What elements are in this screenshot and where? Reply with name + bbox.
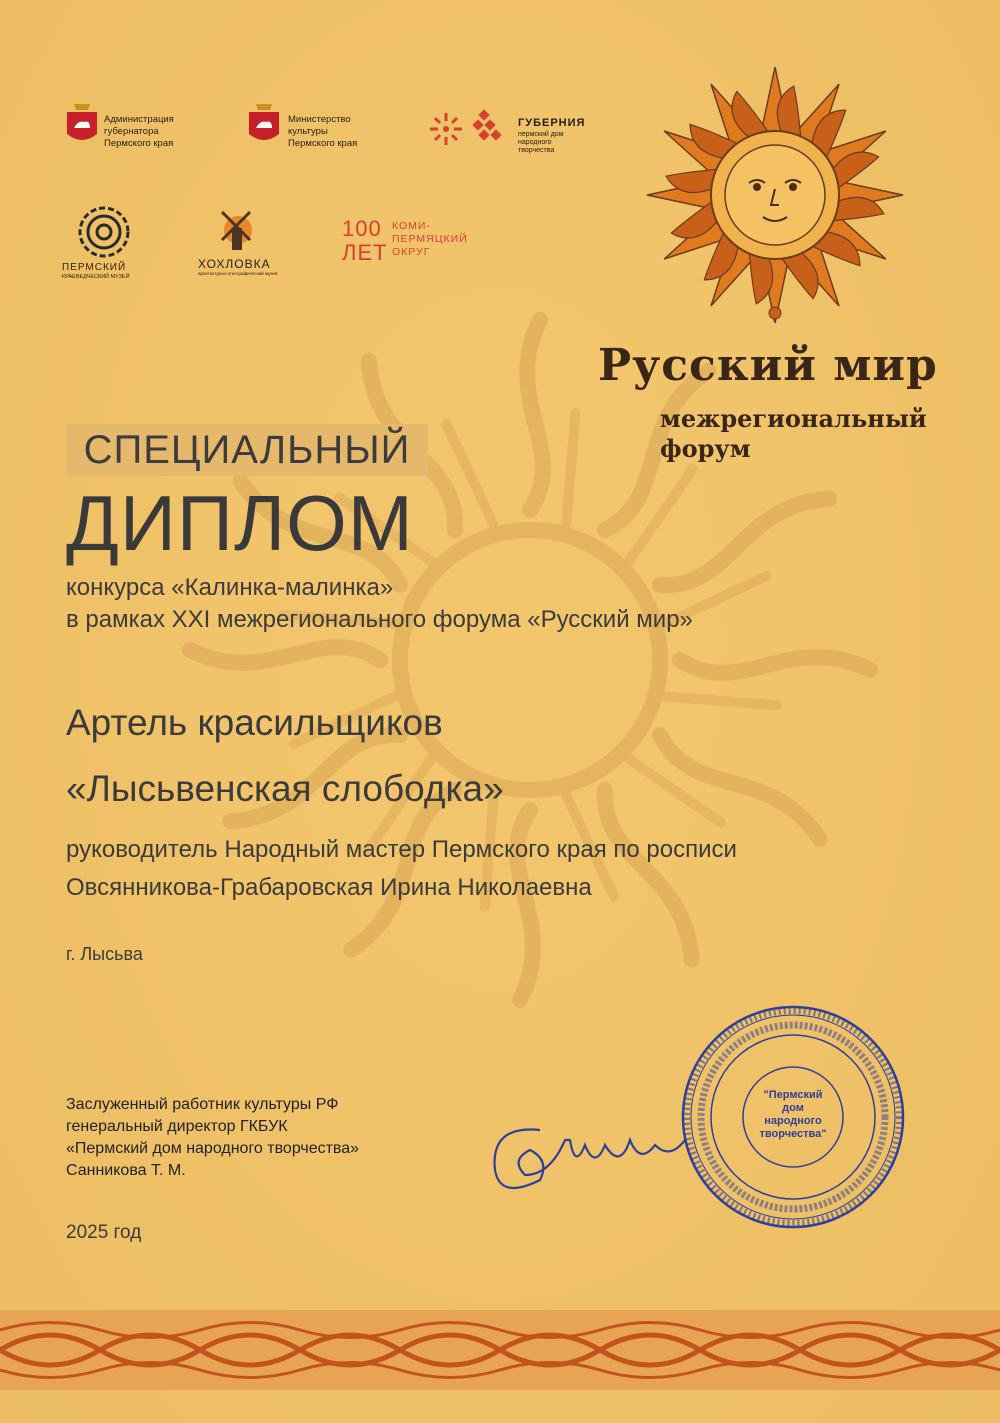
perm-crest-icon	[246, 100, 282, 148]
khokhlovka-sub: архитектурно-этнографический музей	[198, 271, 278, 276]
sun-face-icon	[640, 60, 910, 330]
komi-let: ЛЕТ	[342, 240, 388, 265]
contest-line: конкурса «Калинка-малинка»	[66, 574, 394, 601]
signature-icon	[470, 1100, 710, 1210]
admin-logo-text: Администрация губернатора Пермского края	[104, 114, 174, 149]
signatory-line-3: «Пермский дом народного творчества»	[66, 1140, 360, 1157]
recipient-role: руководитель Народный мастер Пермского края по росписи	[66, 836, 737, 863]
ministry-logo-text: Министерство культуры Пермского края	[288, 114, 358, 149]
perm-crest-icon	[64, 100, 100, 148]
recipient-line-2: «Лысьвенская слободка»	[66, 768, 504, 809]
guberniya-name: ГУБЕРНИЯ	[518, 117, 586, 129]
diploma-title: ДИПЛОМ	[66, 479, 414, 567]
official-stamp-icon	[678, 1002, 908, 1232]
museum-logo-icon	[76, 204, 132, 260]
forum-subtitle-1: межрегиональный	[660, 404, 927, 433]
signatory-name: Санникова Т. М.	[66, 1162, 186, 1179]
recipient-line-1: Артель красильщиков	[66, 702, 443, 743]
guberniya-sub: пермский дом народного творчества	[518, 131, 564, 154]
background-sun-icon	[150, 280, 910, 1040]
museum-sub: КРАЕВЕДЧЕСКИЙ МУЗЕЙ	[62, 274, 130, 280]
forum-subtitle-2: форум	[660, 434, 751, 463]
windmill-icon	[216, 204, 256, 254]
komi-text: КОМИ- ПЕРМЯЦКИЙ ОКРУГ	[392, 220, 468, 258]
diploma-title-special: СПЕЦИАЛЬНЫЙ	[66, 424, 428, 476]
recipient-person: Овсянникова-Грабаровская Ирина Николаевна	[66, 874, 592, 901]
svg-text:творчества": творчества"	[759, 1128, 827, 1140]
svg-text:дом: дом	[782, 1102, 804, 1114]
ornament-border-icon	[0, 1310, 1000, 1390]
museum-name: ПЕРМСКИЙ	[62, 262, 127, 273]
guberniya-logo-icon	[426, 108, 512, 150]
city: г. Лысьва	[66, 944, 143, 964]
khokhlovka-name: ХОХЛОВКА	[198, 257, 271, 271]
year: 2025 год	[66, 1222, 142, 1243]
forum-title: Русский мир	[598, 340, 938, 391]
signatory-line-2: генеральный директор ГКБУК	[66, 1118, 288, 1135]
svg-text:"Пермский: "Пермский	[763, 1089, 823, 1101]
forum-line: в рамках XXI межрегионального форума «Русский мир»	[66, 606, 693, 633]
signatory-line-1: Заслуженный работник культуры РФ	[66, 1096, 339, 1113]
svg-text:народного: народного	[764, 1115, 822, 1127]
komi-100: 100	[342, 216, 382, 241]
